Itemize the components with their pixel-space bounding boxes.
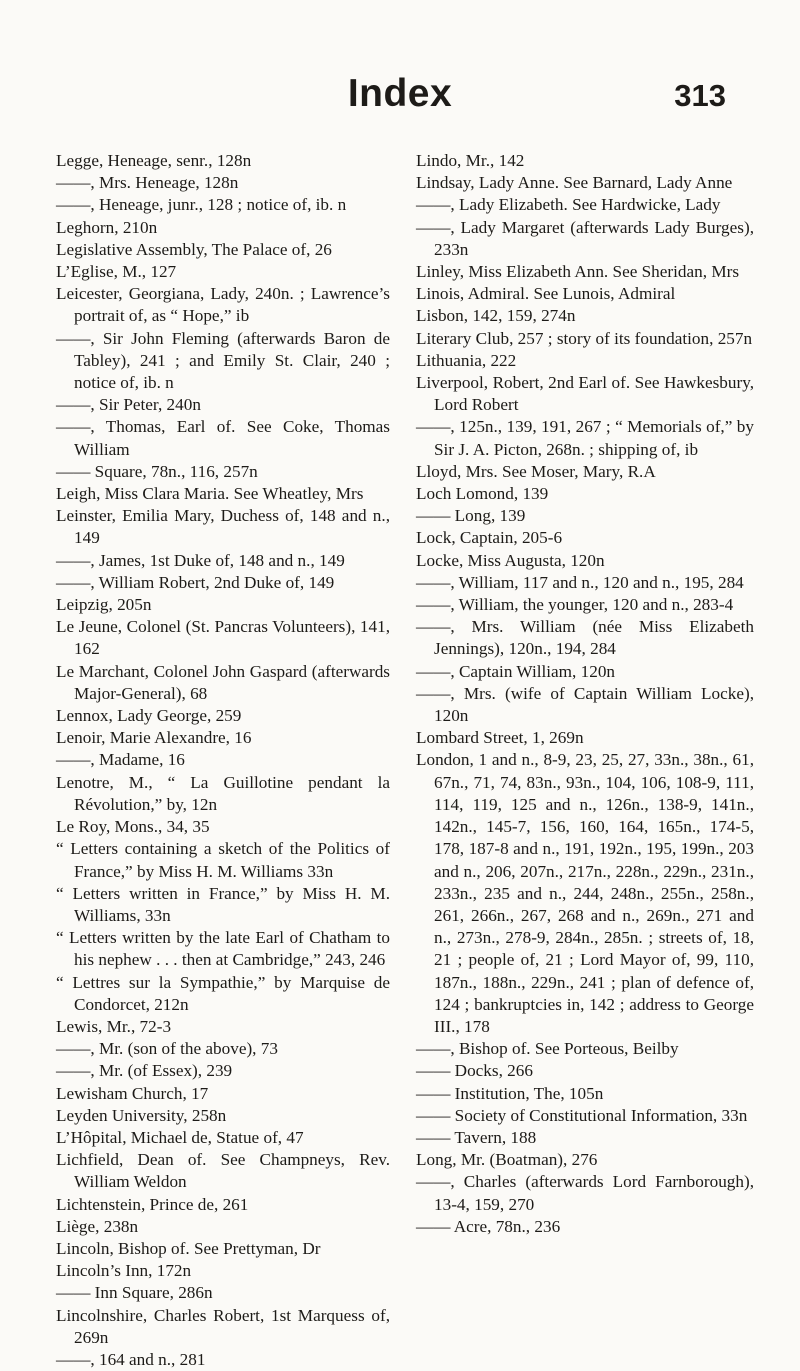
index-entry: Lincoln, Bishop of. See Prettyman, Dr	[56, 1238, 321, 1258]
index-entry: Legge, Heneage, senr., 128n	[56, 151, 252, 170]
index-entry: Lindo, Mr., 142	[416, 151, 525, 170]
index-entry: Lloyd, Mrs. See Moser, Mary, R.A	[416, 461, 656, 481]
index-entry: ——, William Robert, 2nd Duke of, 149	[56, 572, 335, 592]
index-entry: Lichfield, Dean of. See Champneys, Rev. William Weldon	[56, 1150, 390, 1192]
index-entry: Leicester, Georgiana, Lady, 240n. ; Lawrence’s portrait of, as “ Hope,” ib	[56, 284, 390, 326]
index-entry: Legislative Assembly, The Palace of, 26	[56, 239, 332, 259]
index-entry: Lindsay, Lady Anne. See Barnard, Lady Anne	[416, 173, 733, 193]
index-entry: Lincolnshire, Charles Robert, 1st Marquess of, 269n	[56, 1305, 390, 1347]
index-column-right	[416, 150, 754, 1238]
index-entry: —— Tavern, 188	[416, 1127, 537, 1147]
index-entry: Lock, Captain, 205-6	[416, 528, 563, 548]
index-entry: Leipzig, 205n	[56, 595, 152, 615]
index-entry: Loch Lomond, 139	[416, 484, 549, 504]
index-entry: ——, Madame, 16	[56, 750, 185, 770]
index-entry: ——, Mrs. (wife of Captain William Locke), 120n	[416, 683, 754, 726]
index-entry: —— Society of Constitutional Information, 33n	[416, 1105, 748, 1125]
index-entry: “ Lettres sur la Sympathie,” by Marquise de Condorcet, 212n	[56, 972, 390, 1014]
index-entry: Leyden University, 258n	[56, 1105, 227, 1125]
index-entry: ——, Mr. (of Essex), 239	[56, 1061, 233, 1081]
index-entry: ——, William, 117 and n., 120 and n., 195, 284	[416, 572, 744, 592]
index-entry: ——, Lady Margaret (afterwards Lady Burges), 233n	[416, 217, 754, 259]
index-entry: Lenoir, Marie Alexandre, 16	[56, 728, 252, 748]
index-entry: —— Docks, 266	[416, 1061, 533, 1081]
index-entry: Lincoln’s Inn, 172n	[56, 1261, 192, 1281]
index-entry: ——, Sir John Fleming (afterwards Baron de Tabley), 241 ; and Emily St. Clair, 240 ; notice of, ib. n	[56, 328, 390, 393]
page-title: Index	[347, 72, 453, 115]
index-entry: ——, Heneage, junr., 128 ; notice of, ib. n	[56, 195, 347, 215]
index-entry: “ Letters containing a sketch of the Politics of France,” by Miss H. M. Williams 33n	[56, 839, 390, 881]
index-entry: “ Letters written by the late Earl of Chatham to his nephew . . . then at Cambridge,” 243, 246	[56, 928, 390, 970]
index-entry: Lenotre, M., “ La Guillotine pendant la Révolution,” by, 12n	[56, 772, 390, 814]
index-entry: ——, Bishop of. See Porteous, Beilby	[416, 1039, 679, 1059]
index-entry: —— Acre, 78n., 236	[416, 1216, 561, 1236]
index-entry: Lewis, Mr., 72-3	[56, 1016, 172, 1036]
index-entry: “ Letters written in France,” by Miss H. M. Williams, 33n	[56, 883, 390, 925]
index-entry: Lewisham Church, 17	[56, 1083, 209, 1103]
page-header	[0, 72, 800, 132]
index-entry: Liverpool, Robert, 2nd Earl of. See Hawkesbury, Lord Robert	[416, 373, 754, 415]
index-entry: —— Inn Square, 286n	[56, 1283, 213, 1303]
index-entry: ——, Mrs. William (née Miss Elizabeth Jennings), 120n., 194, 284	[416, 617, 754, 659]
index-entry: London, 1 and n., 8-9, 23, 25, 27, 33n., 38n., 61, 67n., 71, 74, 83n., 93n., 104, 106, 108-9, 111, 114, 119, 125 and n., 126n., 138-9, 141n., 142n., 145-7, 156, 160, 164, 165n., 174-5, 178, 187-8 and n., 191, 192n., 195, 199n., 203 and n., 206, 207n., 217n., 228n., 229n., 231n., 233n., 235 and n., 244, 248n., 255n., 258n., 261, 266n., 267, 268 and n., 269n., 271 and n., 273n., 278-9, 284n., 285n. ; streets of, 18, 21 ; people of, 21 ; Lord Mayor of, 99, 110, 187n., 188n., 229n., 241 ; plan of defence of, 124 ; bankruptcies in, 142 ; address to George III., 178	[416, 750, 754, 1036]
index-entry: Lisbon, 142, 159, 274n	[416, 306, 576, 326]
index-entry: Locke, Miss Augusta, 120n	[416, 550, 605, 570]
index-entry: L’Eglise, M., 127	[56, 262, 177, 282]
index-entry: Long, Mr. (Boatman), 276	[416, 1150, 598, 1170]
index-entry: Linley, Miss Elizabeth Ann. See Sheridan, Mrs	[416, 262, 740, 282]
page-number: 313	[674, 78, 726, 113]
index-entry: Liège, 238n	[56, 1216, 139, 1236]
index-entry: Leigh, Miss Clara Maria. See Wheatley, Mrs	[56, 484, 364, 504]
index-column-left	[56, 150, 390, 1371]
index-entry: Lichtenstein, Prince de, 261	[56, 1194, 249, 1214]
index-entry: —— Institution, The, 105n	[416, 1083, 604, 1103]
index-entry: Leghorn, 210n	[56, 217, 158, 237]
index-entry: ——, 164 and n., 281	[56, 1349, 206, 1369]
index-entry: ——, Thomas, Earl of. See Coke, Thomas William	[56, 417, 390, 459]
index-entry: ——, James, 1st Duke of, 148 and n., 149	[56, 550, 345, 570]
index-entry: ——, Mrs. Heneage, 128n	[56, 173, 239, 193]
index-entry: ——, Captain William, 120n	[416, 661, 616, 681]
index-entry: Literary Club, 257 ; story of its foundation, 257n	[416, 328, 753, 348]
index-entry: Lithuania, 222	[416, 350, 517, 370]
index-entry: ——, Mr. (son of the above), 73	[56, 1039, 278, 1059]
index-entry: Lombard Street, 1, 269n	[416, 728, 584, 748]
index-entry: Leinster, Emilia Mary, Duchess of, 148 and n., 149	[56, 506, 390, 548]
index-entry: Linois, Admiral. See Lunois, Admiral	[416, 284, 676, 304]
index-entry: ——, Lady Elizabeth. See Hardwicke, Lady	[416, 195, 721, 215]
index-entry: Le Roy, Mons., 34, 35	[56, 817, 210, 837]
index-entry: L’Hôpital, Michael de, Statue of, 47	[56, 1127, 304, 1147]
index-entry: —— Long, 139	[416, 506, 526, 526]
index-entry: Le Jeune, Colonel (St. Pancras Volunteers), 141, 162	[56, 617, 390, 659]
index-entry: ——, Sir Peter, 240n	[56, 395, 201, 415]
index-entry: —— Square, 78n., 116, 257n	[56, 461, 258, 481]
index-entry: Lennox, Lady George, 259	[56, 706, 242, 726]
index-entry: ——, William, the younger, 120 and n., 283-4	[416, 595, 734, 615]
index-entry: ——, Charles (afterwards Lord Farnborough), 13-4, 159, 270	[416, 1172, 754, 1214]
index-entry: Le Marchant, Colonel John Gaspard (afterwards Major-General), 68	[56, 661, 390, 703]
index-entry: ——, 125n., 139, 191, 267 ; “ Memorials of,” by Sir J. A. Picton, 268n. ; shipping of, ib	[416, 417, 754, 459]
